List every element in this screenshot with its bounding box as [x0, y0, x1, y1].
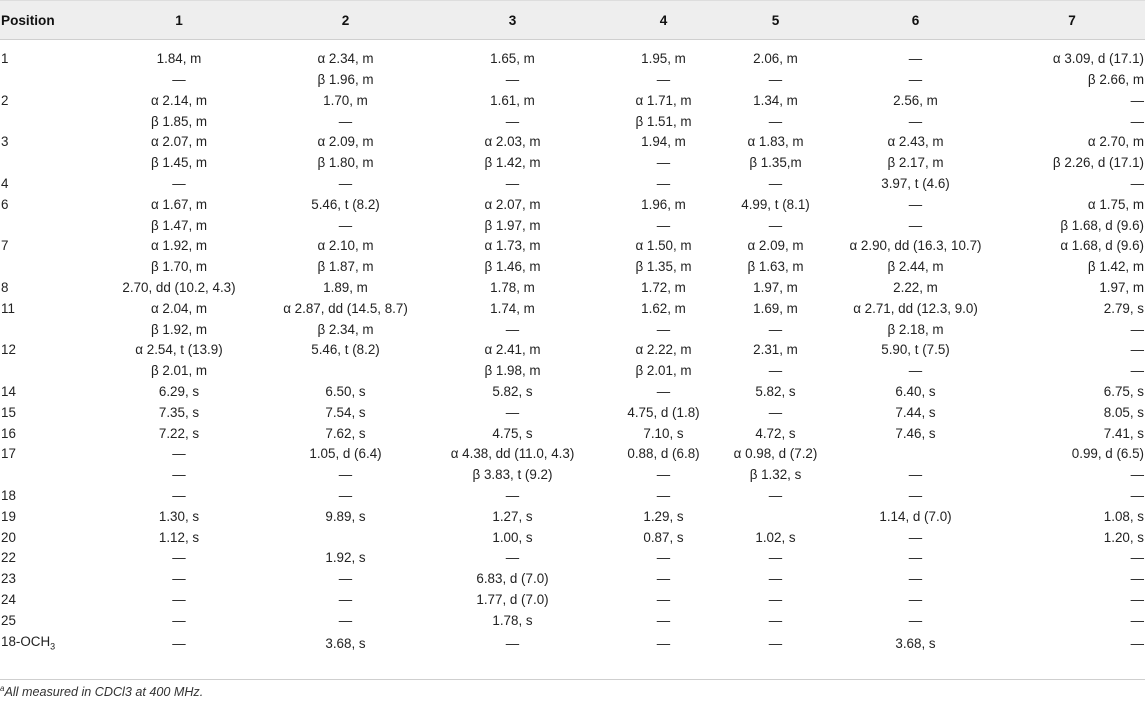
shift-cell: 6.40, s	[895, 383, 936, 399]
shift-cell: —	[172, 612, 186, 628]
shift-cell: —	[908, 113, 923, 129]
table-row	[0, 424, 1145, 445]
shift-cell: —	[1130, 487, 1144, 503]
footnote-text: All measured in CDCl3 at 400 MHz.	[4, 685, 204, 700]
shift-cell: β 1.63, m	[747, 259, 804, 275]
shift-cell: β 1.80, m	[317, 155, 374, 171]
shift-cell	[274, 361, 417, 382]
shift-cell: 1.95, m	[641, 51, 686, 67]
table-body	[0, 40, 1145, 664]
shift-cell: 7.10, s	[643, 425, 684, 441]
shift-cell: α 2.09, m	[747, 238, 804, 254]
shift-cell: 2.31, m	[753, 342, 798, 358]
table-row	[0, 153, 1145, 174]
shift-cell: —	[656, 155, 671, 171]
table-row	[0, 132, 1145, 153]
shift-cell: α 3.09, d (17.1)	[1052, 51, 1144, 67]
shift-cell: —	[908, 72, 923, 87]
shift-cell: 0.99, d (6.5)	[1071, 446, 1144, 462]
column-header-compound-7: 7	[999, 1, 1145, 40]
shift-cell: 4.75, d (1.8)	[627, 404, 700, 420]
shift-cell: 5.90, t (7.5)	[881, 342, 950, 358]
position-cell: 1	[1, 51, 9, 67]
shift-cell: 1.65, m	[490, 51, 535, 67]
shift-cell: 6.29, s	[158, 383, 200, 399]
shift-cell: 1.94, m	[641, 134, 686, 150]
shift-cell: —	[768, 363, 783, 379]
table-bottom-rule	[0, 679, 1145, 680]
shift-cell: β 2.17, m	[887, 155, 944, 171]
shift-cell: —	[768, 591, 783, 607]
position-cell: 8	[1, 279, 9, 295]
shift-cell: α 2.14, m	[150, 92, 208, 108]
shift-cell: —	[768, 571, 783, 587]
shift-cell: 4.75, s	[492, 425, 533, 441]
table-row	[0, 632, 1145, 664]
shift-cell: α 2.07, m	[484, 196, 541, 212]
shift-cell: —	[172, 487, 186, 503]
shift-cell: 1.08, s	[1103, 508, 1144, 524]
shift-cell: 6.83, d (7.0)	[476, 571, 549, 587]
shift-cell: α 2.71, dd (12.3, 9.0)	[853, 300, 978, 316]
shift-cell: —	[908, 363, 923, 379]
table-row	[0, 216, 1145, 237]
shift-cell: 3.68, s	[325, 635, 366, 651]
shift-cell: —	[505, 635, 520, 651]
table-row	[0, 465, 1145, 486]
shift-cell: β 1.68, d (9.6)	[1060, 217, 1144, 233]
shift-cell: —	[768, 487, 783, 503]
shift-cell: —	[505, 175, 520, 191]
shift-cell: —	[908, 467, 923, 483]
shift-cell: —	[656, 175, 671, 191]
shift-cell: 2.22, m	[893, 279, 938, 295]
shift-cell: β 3.83, t (9.2)	[472, 467, 553, 483]
shift-cell: 1.74, m	[490, 300, 535, 316]
shift-cell: —	[1130, 467, 1144, 483]
shift-cell: β 2.44, m	[887, 259, 944, 275]
position-cell: 18	[1, 487, 16, 503]
position-cell: 16	[1, 425, 16, 441]
shift-cell: —	[172, 175, 186, 191]
shift-cell: 8.05, s	[1103, 404, 1144, 420]
shift-cell: —	[656, 571, 671, 587]
shift-cell: —	[768, 175, 783, 191]
shift-cell: 9.89, s	[325, 508, 366, 524]
shift-cell: β 2.18, m	[887, 321, 944, 337]
shift-cell: —	[656, 591, 671, 607]
position-cell	[0, 153, 84, 174]
shift-cell: 1.89, m	[323, 279, 368, 295]
shift-cell: α 1.83, m	[747, 134, 804, 150]
shift-cell: β 1.98, m	[484, 363, 541, 379]
shift-cell: 6.50, s	[325, 383, 366, 399]
shift-cell: 1.61, m	[490, 92, 535, 108]
shift-cell: β 1.85, m	[150, 113, 208, 129]
shift-cell: —	[656, 550, 671, 566]
shift-cell: —	[172, 571, 186, 587]
shift-cell: α 1.75, m	[1087, 196, 1144, 212]
shift-cell: 1.34, m	[753, 92, 798, 108]
table-footnote	[0, 684, 203, 699]
shift-cell: α 1.50, m	[635, 238, 692, 254]
shift-cell	[274, 528, 417, 549]
shift-cell: —	[1130, 550, 1144, 566]
shift-cell: —	[1130, 321, 1144, 337]
position-cell: 19	[1, 508, 16, 524]
shift-cell: β 2.01, m	[150, 363, 208, 379]
position-cell: 3	[1, 134, 9, 150]
position-cell	[0, 112, 84, 133]
shift-cell: —	[172, 446, 186, 462]
shift-cell: —	[338, 467, 353, 483]
shift-cell: —	[656, 612, 671, 628]
shift-cell: 2.06, m	[753, 51, 798, 67]
shift-cell: β 1.97, m	[484, 217, 541, 233]
column-header-compound-1: 1	[84, 1, 274, 40]
shift-cell: —	[656, 635, 671, 651]
shift-cell: 7.35, s	[158, 404, 200, 420]
shift-cell: 1.97, m	[753, 279, 798, 295]
shift-cell: 1.78, m	[490, 279, 535, 295]
shift-cell: 1.27, s	[492, 508, 533, 524]
shift-cell: —	[768, 404, 783, 420]
shift-cell: α 4.38, dd (11.0, 4.3)	[450, 446, 575, 462]
shift-cell: 2.79, s	[1103, 300, 1144, 316]
position-cell	[0, 320, 84, 341]
footnote-marker: a	[0, 684, 5, 693]
shift-cell: —	[908, 196, 923, 212]
column-header-compound-2: 2	[274, 1, 417, 40]
shift-cell: α 2.70, m	[1087, 134, 1144, 150]
shift-cell: α 2.90, dd (16.3, 10.7)	[849, 238, 982, 254]
shift-cell: —	[656, 321, 671, 337]
shift-cell: 1.12, s	[158, 529, 200, 545]
shift-cell: 7.22, s	[158, 425, 200, 441]
table-row	[0, 548, 1145, 569]
position-cell: 12	[1, 342, 16, 358]
shift-cell: β 2.34, m	[317, 321, 374, 337]
shift-cell: —	[505, 487, 520, 503]
shift-cell: 0.87, s	[643, 529, 684, 545]
table-row	[0, 340, 1145, 361]
position-cell	[0, 361, 84, 382]
shift-cell: β 1.92, m	[150, 321, 208, 337]
position-cell: 11	[1, 300, 15, 316]
position-cell: 17	[1, 446, 16, 462]
shift-cell: —	[908, 550, 923, 566]
shift-cell: 4.99, t (8.1)	[741, 196, 810, 212]
shift-cell: —	[338, 591, 353, 607]
shift-cell: α 2.10, m	[317, 238, 374, 254]
shift-cell: —	[172, 635, 186, 651]
shift-cell: —	[1130, 612, 1144, 628]
table-row	[0, 257, 1145, 278]
shift-cell: α 2.04, m	[150, 300, 208, 316]
shift-cell: —	[656, 383, 671, 399]
shift-cell: β 1.35,m	[749, 155, 802, 171]
shift-cell: —	[505, 404, 520, 420]
shift-cell: —	[1130, 571, 1144, 587]
shift-cell: β 1.42, m	[484, 155, 541, 171]
shift-cell	[719, 507, 832, 528]
shift-cell: β 2.26, d (17.1)	[1052, 155, 1144, 171]
shift-cell: 1.62, m	[641, 300, 686, 316]
shift-cell: 7.46, s	[895, 425, 936, 441]
shift-cell: 4.72, s	[755, 425, 796, 441]
position-cell: 2	[1, 92, 9, 108]
table-row	[0, 91, 1145, 112]
position-cell: 23	[1, 571, 16, 587]
shift-cell: α 0.98, d (7.2)	[733, 446, 818, 462]
column-header-compound-6: 6	[832, 1, 999, 40]
shift-cell: —	[1130, 635, 1144, 651]
shift-cell: α 1.68, d (9.6)	[1060, 238, 1144, 254]
table-row	[0, 320, 1145, 341]
shift-cell: 1.78, s	[492, 612, 533, 628]
shift-cell: 1.00, s	[492, 529, 533, 545]
shift-cell: α 2.07, m	[150, 134, 208, 150]
shift-cell: 7.62, s	[325, 425, 366, 441]
shift-cell: 1.69, m	[753, 300, 798, 316]
shift-cell: 3.97, t (4.6)	[881, 175, 950, 191]
shift-cell: 2.70, dd (10.2, 4.3)	[122, 279, 236, 295]
shift-cell: —	[338, 571, 353, 587]
shift-cell: 1.97, m	[1099, 279, 1144, 295]
shift-cell: 5.46, t (8.2)	[311, 342, 380, 358]
shift-cell: 5.82, s	[755, 383, 796, 399]
shift-cell: 3.68, s	[895, 635, 936, 651]
position-cell: 15	[1, 404, 16, 420]
shift-cell: α 1.73, m	[484, 238, 541, 254]
shift-cell: —	[505, 550, 520, 566]
shift-cell: —	[656, 487, 671, 503]
table-row	[0, 195, 1145, 216]
shift-cell: β 1.47, m	[150, 217, 208, 233]
shift-cell: —	[768, 550, 783, 566]
shift-cell: —	[505, 72, 520, 87]
shift-cell: 1.72, m	[641, 279, 686, 295]
shift-cell: —	[908, 217, 923, 233]
table-row	[0, 569, 1145, 590]
table-row	[0, 403, 1145, 424]
shift-cell: α 1.71, m	[635, 92, 692, 108]
shift-cell: 7.44, s	[895, 404, 936, 420]
shift-cell: —	[1130, 113, 1144, 129]
shift-cell: —	[338, 487, 353, 503]
shift-cell: 0.88, d (6.8)	[627, 446, 700, 462]
table-row	[0, 278, 1145, 299]
table-row	[0, 507, 1145, 528]
shift-cell: —	[908, 529, 923, 545]
shift-cell: 1.77, d (7.0)	[476, 591, 549, 607]
shift-cell: 1.30, s	[158, 508, 200, 524]
position-cell: 24	[1, 591, 16, 607]
shift-cell: α 2.87, dd (14.5, 8.7)	[283, 300, 408, 316]
shift-cell: —	[505, 321, 520, 337]
shift-cell: —	[338, 217, 353, 233]
position-cell: $18-OCH_3$	[1, 633, 56, 652]
shift-cell: —	[768, 217, 783, 233]
shift-cell: —	[768, 72, 783, 87]
table-row	[0, 382, 1145, 403]
shift-cell: —	[338, 612, 353, 628]
table-row	[0, 361, 1145, 382]
table-row	[0, 40, 1145, 71]
shift-cell: β 1.51, m	[635, 113, 692, 129]
shift-cell: —	[172, 467, 186, 483]
shift-cell: β 1.45, m	[150, 155, 208, 171]
column-header-compound-5: 5	[719, 1, 832, 40]
column-header-compound-4: 4	[608, 1, 719, 40]
shift-cell: 1.84, m	[156, 51, 202, 67]
shift-cell: —	[1130, 342, 1144, 358]
shift-cell: —	[338, 175, 353, 191]
shift-cell: —	[656, 467, 671, 483]
shift-cell: α 2.41, m	[484, 342, 541, 358]
position-cell: 7	[1, 238, 9, 254]
shift-cell: —	[505, 113, 520, 129]
shift-cell: β 1.87, m	[317, 259, 374, 275]
position-cell: 25	[1, 612, 16, 628]
shift-cell: β 1.35, m	[635, 259, 692, 275]
shift-cell: —	[1130, 175, 1144, 191]
shift-cell: 5.82, s	[492, 383, 533, 399]
shift-cell: β 1.96, m	[317, 72, 374, 87]
shift-cell: α 2.22, m	[635, 342, 692, 358]
table-row	[0, 70, 1145, 91]
position-cell: 4	[1, 175, 9, 191]
shift-cell: —	[172, 550, 186, 566]
position-cell	[0, 216, 84, 237]
shift-cell: —	[656, 217, 671, 233]
shift-cell: β 1.42, m	[1087, 259, 1144, 275]
shift-cell	[832, 444, 999, 465]
shift-cell: 7.54, s	[325, 404, 366, 420]
shift-cell: 1.92, s	[325, 550, 366, 566]
shift-cell: —	[656, 72, 671, 87]
shift-cell: —	[172, 72, 186, 87]
shift-cell: —	[908, 612, 923, 628]
shift-cell: α 1.67, m	[150, 196, 208, 212]
shift-cell: α 1.92, m	[150, 238, 208, 254]
shift-cell: —	[768, 635, 783, 651]
position-cell	[0, 257, 84, 278]
table-row	[0, 444, 1145, 465]
shift-cell: —	[908, 591, 923, 607]
table-row	[0, 590, 1145, 611]
shift-cell: —	[338, 113, 353, 129]
position-cell	[0, 70, 84, 91]
shift-cell: 1.05, d (6.4)	[309, 446, 382, 462]
shift-cell: 1.29, s	[643, 508, 684, 524]
header-row	[0, 1, 1145, 40]
shift-cell: α 2.54, t (13.9)	[135, 342, 223, 358]
shift-cell: —	[908, 51, 923, 67]
shift-cell: 1.96, m	[641, 196, 686, 212]
table-row	[0, 486, 1145, 507]
shift-cell: β 1.46, m	[484, 259, 541, 275]
column-header-compound-3: 3	[417, 1, 608, 40]
table-row	[0, 112, 1145, 133]
shift-cell: —	[172, 591, 186, 607]
shift-cell: 1.70, m	[323, 92, 368, 108]
shift-cell: α 2.09, m	[317, 134, 374, 150]
position-cell: 22	[1, 550, 16, 566]
shift-cell: 1.20, s	[1103, 529, 1144, 545]
shift-cell: β 2.66, m	[1087, 72, 1144, 87]
table-row	[0, 299, 1145, 320]
shift-cell: —	[1130, 92, 1144, 108]
shift-cell: 7.41, s	[1103, 425, 1144, 441]
shift-cell: —	[768, 321, 783, 337]
shift-cell: —	[768, 113, 783, 129]
shift-cell: —	[908, 487, 923, 503]
shift-cell: β 1.70, m	[150, 259, 208, 275]
shift-cell: 5.46, t (8.2)	[311, 196, 380, 212]
position-cell: 6	[1, 196, 9, 212]
shift-cell: —	[1130, 363, 1144, 379]
position-cell	[0, 465, 84, 486]
shift-cell: —	[1130, 591, 1144, 607]
table-row	[0, 236, 1145, 257]
position-cell: 20	[1, 529, 16, 545]
table-row	[0, 528, 1145, 549]
shift-cell: β 2.01, m	[635, 363, 692, 379]
position-cell: 14	[1, 383, 16, 399]
shift-cell: —	[908, 571, 923, 587]
shift-cell: α 2.34, m	[317, 51, 374, 67]
table-row	[0, 174, 1145, 195]
column-header-position: Position	[0, 1, 84, 40]
shift-cell: 1.02, s	[755, 529, 796, 545]
shift-cell: α 2.03, m	[484, 134, 541, 150]
shift-cell: 1.14, d (7.0)	[879, 508, 952, 524]
shift-cell: 6.75, s	[1103, 383, 1144, 399]
shift-cell: β 1.32, s	[749, 467, 802, 483]
shift-cell: —	[768, 612, 783, 628]
table-row	[0, 611, 1145, 632]
table-header	[0, 1, 1145, 40]
shift-cell: 2.56, m	[893, 92, 938, 108]
shift-cell: α 2.43, m	[887, 134, 944, 150]
